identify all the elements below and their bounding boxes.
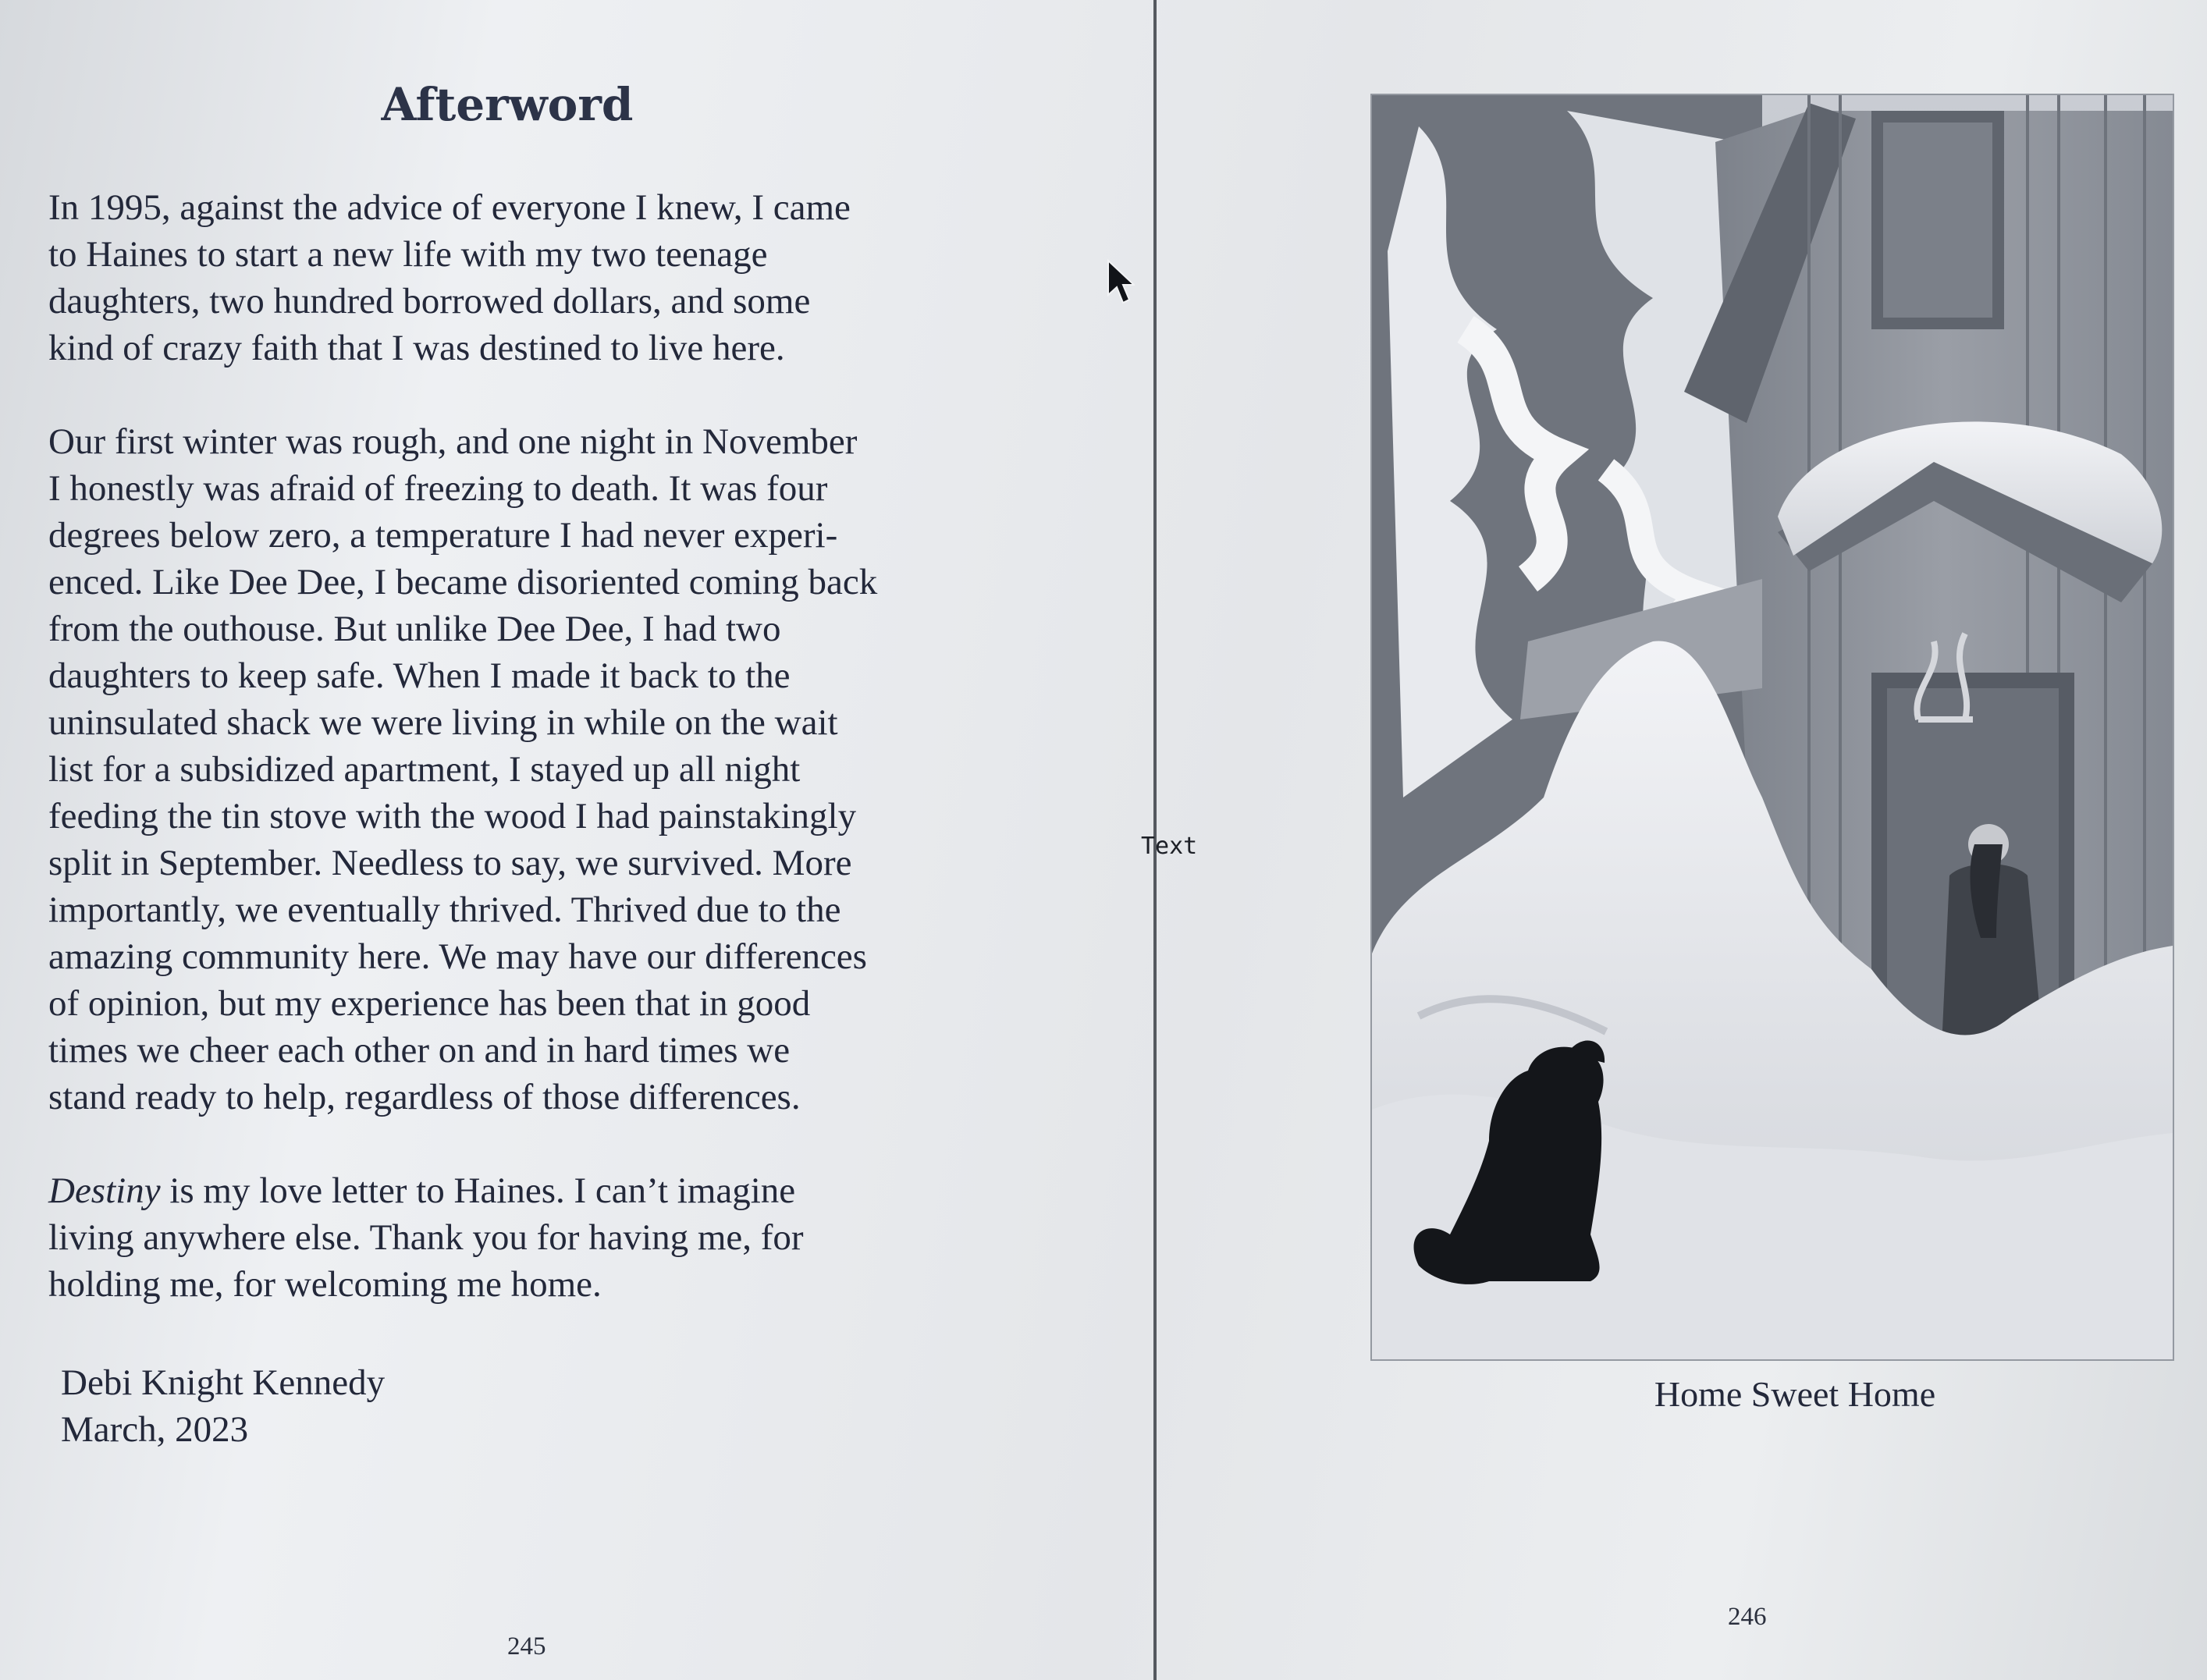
text-line: importantly, we eventually thrived. Thrived due to the xyxy=(48,890,841,930)
text-line: holding me, for welcoming me home. xyxy=(48,1264,602,1305)
text-line: enced. Like Dee Dee, I became disoriented coming back xyxy=(48,562,878,602)
text-line: amazing community here. We may have our differences xyxy=(48,936,867,977)
text-line: split in September. Needless to say, we survived. More xyxy=(48,843,852,883)
text-line: I honestly was afraid of freezing to death. It was four xyxy=(48,468,828,509)
text-line: uninsulated shack we were living in while on the wait xyxy=(48,702,838,743)
text-line xyxy=(48,1167,1032,1214)
signature-block xyxy=(61,1359,385,1453)
page-number-left: 245 xyxy=(507,1632,546,1660)
text-line: Our first winter was rough, and one night in November xyxy=(48,421,858,462)
chapter-heading: Afterword xyxy=(381,78,634,131)
photo-illustration xyxy=(1372,95,2173,1359)
afterword-body xyxy=(48,184,1032,1355)
text-line: of opinion, but my experience has been that in good xyxy=(48,983,811,1024)
arrow-cursor-icon xyxy=(1107,259,1135,306)
text-line: stand ready to help, regardless of those differences. xyxy=(48,1077,801,1117)
author-name: Debi Knight Kennedy xyxy=(61,1362,386,1403)
text-line: In 1995, against the advice of everyone I knew, I came xyxy=(48,187,851,228)
cabin-in-snow-photo xyxy=(1372,95,2173,1359)
text-line: times we cheer each other on and in hard times we xyxy=(48,1030,791,1071)
paragraph-3 xyxy=(48,1167,1032,1308)
paragraph-2 xyxy=(48,418,1032,1121)
text-line: from the outhouse. But unlike Dee Dee, I had two xyxy=(48,609,781,649)
book-title-italic: Destiny xyxy=(48,1170,161,1211)
text-line: list for a subsidized apartment, I stayed up all night xyxy=(48,749,801,790)
page-number-right: 246 xyxy=(1728,1603,1767,1631)
text-line: degrees below zero, a temperature I had never experi- xyxy=(48,515,838,556)
paragraph-1 xyxy=(48,184,1032,371)
signature-date: March, 2023 xyxy=(61,1409,249,1450)
text-line: living anywhere else. Thank you for having me, for xyxy=(48,1217,804,1258)
photo-caption: Home Sweet Home xyxy=(1654,1374,1936,1414)
text-line: daughters, two hundred borrowed dollars, and some xyxy=(48,281,811,321)
text-fragment: is my love letter to Haines. I can’t imagine xyxy=(160,1170,796,1211)
text-tool-label: Text xyxy=(1141,833,1198,860)
text-line: feeding the tin stove with the wood I had painstakingly xyxy=(48,796,857,836)
text-line: kind of crazy faith that I was destined to live here. xyxy=(48,328,785,368)
text-line: to Haines to start a new life with my two teenage xyxy=(48,234,768,275)
text-line: daughters to keep safe. When I made it back to the xyxy=(48,655,791,696)
